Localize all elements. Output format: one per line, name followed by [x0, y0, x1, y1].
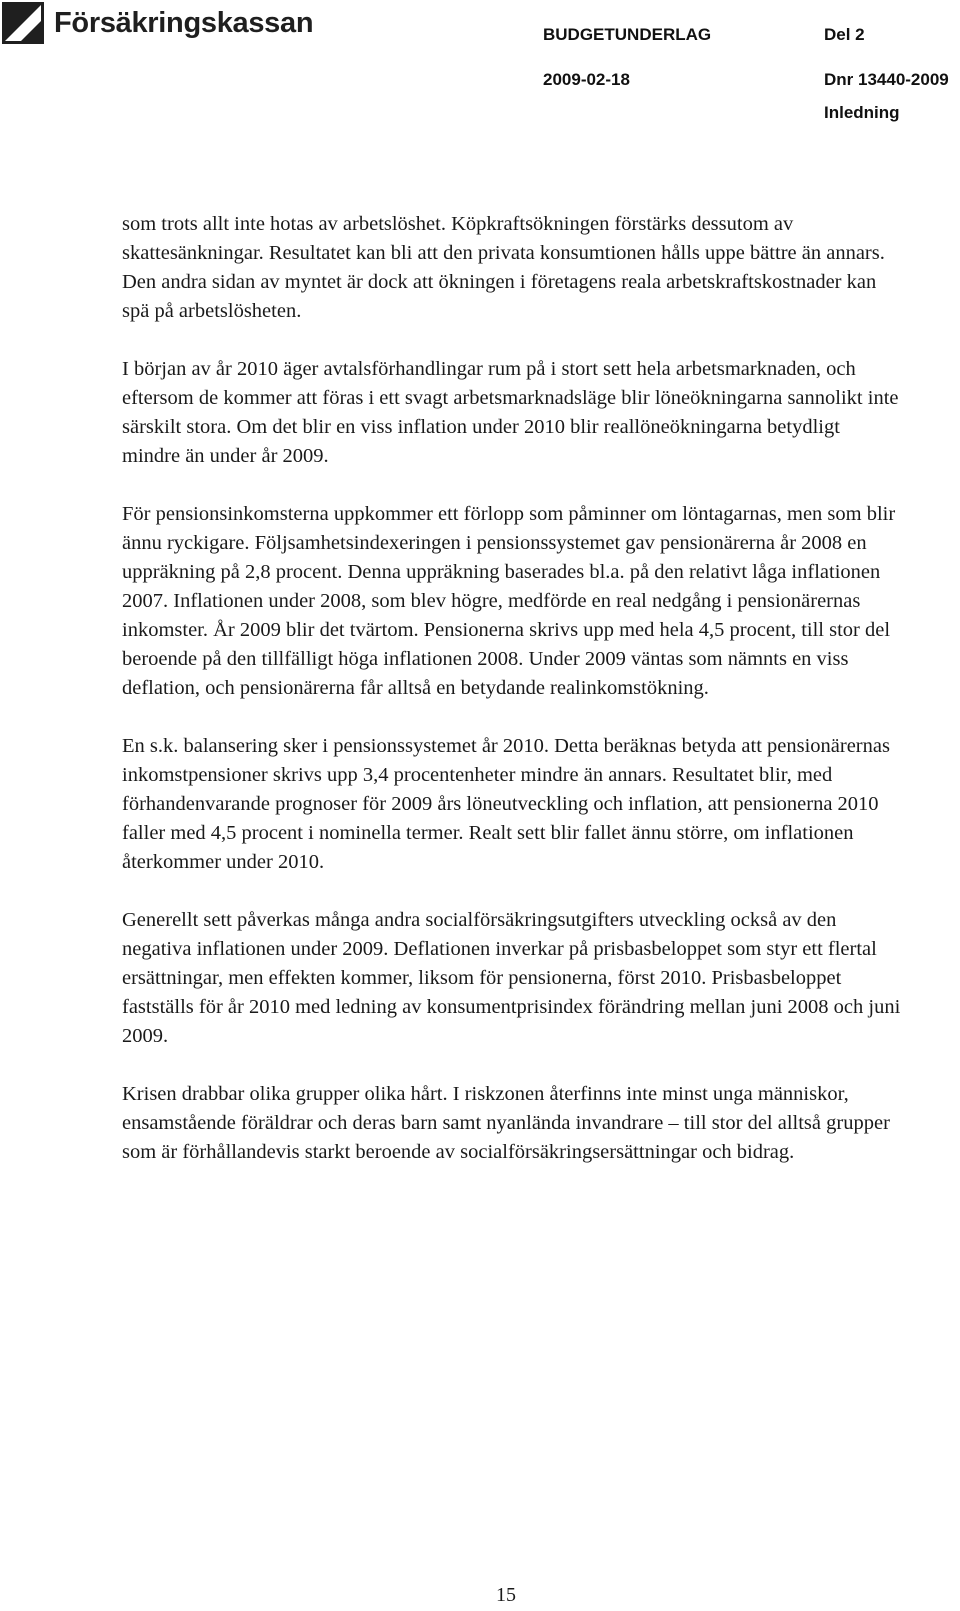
- paragraph: I början av år 2010 äger avtalsförhandlingar rum på i stort sett hela arbetsmarknaden, och eftersom de kommer att föras i ett svagt arbetsmarknadsläge blir löneökningarna sannolikt inte särskilt stora. Om det blir en viss inflation under 2010 blir reallöneökningarna betydligt mindre än under år 2009.: [122, 358, 899, 467]
- body-text: [122, 210, 902, 1167]
- logo: [2, 2, 313, 44]
- logo-text: Försäkringskassan: [54, 6, 314, 39]
- page-number: 15: [496, 1584, 516, 1606]
- document-type: BUDGETUNDERLAG: [543, 25, 712, 44]
- paragraph: som trots allt inte hotas av arbetslöshet. Köpkraftsökningen förstärks dessutom av skattesänkningar. Resultatet kan bli att den privata konsumtionen hålls uppe bättre än annars. Den andra sidan av myntet är dock att ökningen i företagens reala arbetskraftskostnader kan spä på arbetslösheten.: [122, 213, 885, 322]
- document-date: 2009-02-18: [543, 70, 630, 89]
- document-part: Del 2: [824, 25, 865, 44]
- paragraph: En s.k. balansering sker i pensionssystemet år 2010. Detta beräknas betyda att pensionärernas inkomstpensioner skrivs upp 3,4 procentenheter mindre än annars. Resultatet blir, med förhandenvarande prognoser för 2009 års löneutveckling och inflation, att pensionerna 2010 faller med 4,5 procent i nominella termer. Realt sett blir fallet ännu större, om inflationen återkommer under 2010.: [122, 735, 890, 873]
- paragraph: Generellt sett påverkas många andra socialförsäkringsutgifters utveckling också av den negativa inflationen under 2009. Deflationen inverkar på prisbasbeloppet som styr ett flertal ersättningar, men effekten kommer, liksom för pensionerna, först 2010. Prisbasbeloppet fastställs för år 2010 med ledning av konsumentprisindex förändring mellan juni 2008 och juni 2009.: [122, 909, 901, 1047]
- section-title: Inledning: [824, 103, 900, 122]
- paragraph: För pensionsinkomsterna uppkommer ett förlopp som påminner om löntagarnas, men som blir ännu ryckigare. Följsamhetsindexeringen i pensionssystemet gav pensionärerna år 2008 en uppräkning på 2,8 procent. Denna uppräkning baserades bl.a. på den relativt låga inflationen 2007. Inflationen under 2008, som blev högre, medförde en real nedgång i pensionärernas inkomster. År 2009 blir det tvärtom. Pensionerna skrivs upp med hela 4,5 procent, till stor del beroende på den tillfälligt höga inflationen 2008. Under 2009 väntas som nämnts en viss deflation, och pensionärerna får alltså en betydande realinkomstökning.: [122, 503, 896, 699]
- paragraph: Krisen drabbar olika grupper olika hårt. I riskzonen återfinns inte minst unga människor, ensamstående föräldrar och deras barn samt nyanlända invandrare – till stor del alltså grupper som är förhållandevis starkt beroende av socialförsäkringsersättningar och bidrag.: [122, 1083, 890, 1163]
- forsakringskassan-logo-icon: [2, 2, 44, 44]
- document-dnr: Dnr 13440-2009: [824, 70, 949, 89]
